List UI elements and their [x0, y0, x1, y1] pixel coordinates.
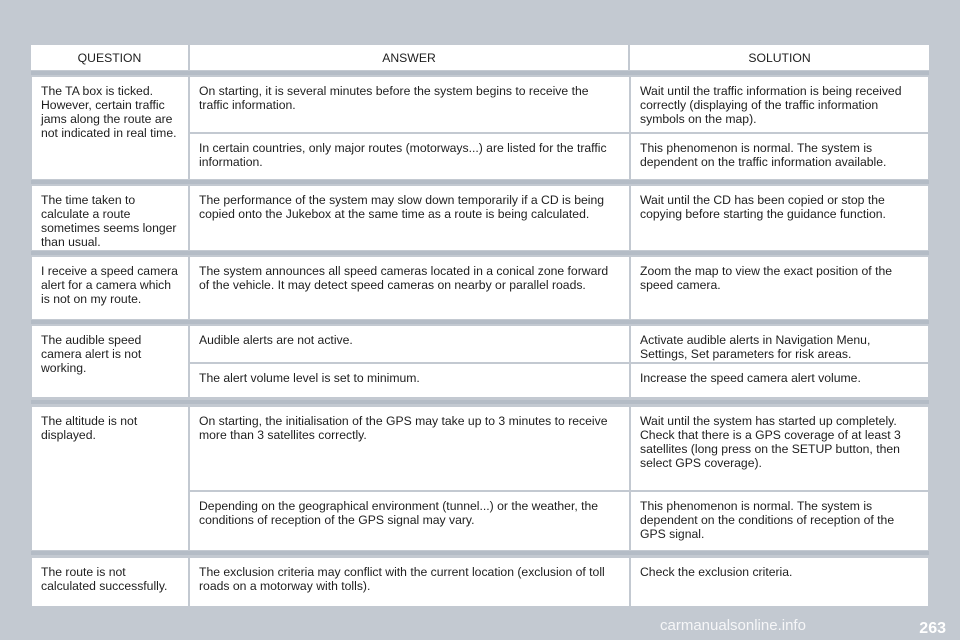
group-separator	[31, 251, 929, 255]
group-separator	[31, 180, 929, 184]
solution-cell: Wait until the system has started up completely. Check that there is a GPS coverage of at least 3 satellites (long press on the SETUP button, then select GPS coverage).	[630, 406, 929, 491]
solution-cell: Wait until the traffic information is being received correctly (displaying of the traffic information symbols on the map).	[630, 76, 929, 133]
question-cell: The altitude is not displayed.	[31, 406, 189, 551]
group-separator	[31, 71, 929, 75]
header-solution: SOLUTION	[630, 45, 929, 70]
question-cell: The TA box is ticked. However, certain traffic jams along the route are not indicated in real time.	[31, 76, 189, 180]
solution-cell: Increase the speed camera alert volume.	[630, 363, 929, 398]
group-separator	[31, 320, 929, 324]
answer-cell: On starting, it is several minutes before the system begins to receive the traffic information.	[189, 76, 630, 133]
solution-cell: Wait until the CD has been copied or stop the copying before starting the guidance function.	[630, 185, 929, 251]
solution-cell: Zoom the map to view the exact position of the speed camera.	[630, 256, 929, 320]
answer-cell: The alert volume level is set to minimum.	[189, 363, 630, 398]
solution-cell: This phenomenon is normal. The system is dependent on the traffic information available.	[630, 133, 929, 180]
answer-cell: The system announces all speed cameras located in a conical zone forward of the vehicle. It may detect speed cameras on nearby or parallel roads.	[189, 256, 630, 320]
answer-cell: Audible alerts are not active.	[189, 325, 630, 363]
page-number: 263	[919, 620, 946, 637]
answer-cell: Depending on the geographical environment (tunnel...) or the weather, the conditions of reception of the GPS signal may vary.	[189, 491, 630, 551]
question-cell: I receive a speed camera alert for a camera which is not on my route.	[31, 256, 189, 320]
header-question: QUESTION	[31, 45, 188, 70]
answer-cell: The performance of the system may slow down temporarily if a CD is being copied onto the Jukebox at the same time as a route is being calculated.	[189, 185, 630, 251]
solution-cell: This phenomenon is normal. The system is dependent on the conditions of reception of the GPS signal.	[630, 491, 929, 551]
question-cell: The route is not calculated successfully.	[31, 557, 189, 607]
question-cell: The audible speed camera alert is not working.	[31, 325, 189, 398]
group-separator	[31, 551, 929, 555]
answer-cell: On starting, the initialisation of the GPS may take up to 3 minutes to receive more than 3 satellites correctly.	[189, 406, 630, 491]
solution-cell: Check the exclusion criteria.	[630, 557, 929, 607]
answer-cell: In certain countries, only major routes (motorways...) are listed for the traffic information.	[189, 133, 630, 180]
question-cell: The time taken to calculate a route sometimes seems longer than usual.	[31, 185, 189, 251]
header-answer: ANSWER	[190, 45, 628, 70]
answer-cell: The exclusion criteria may conflict with the current location (exclusion of toll roads on a motorway with tolls).	[189, 557, 630, 607]
solution-cell: Activate audible alerts in Navigation Menu, Settings, Set parameters for risk areas.	[630, 325, 929, 363]
watermark: carmanualsonline.info	[660, 617, 806, 634]
group-separator	[31, 400, 929, 404]
